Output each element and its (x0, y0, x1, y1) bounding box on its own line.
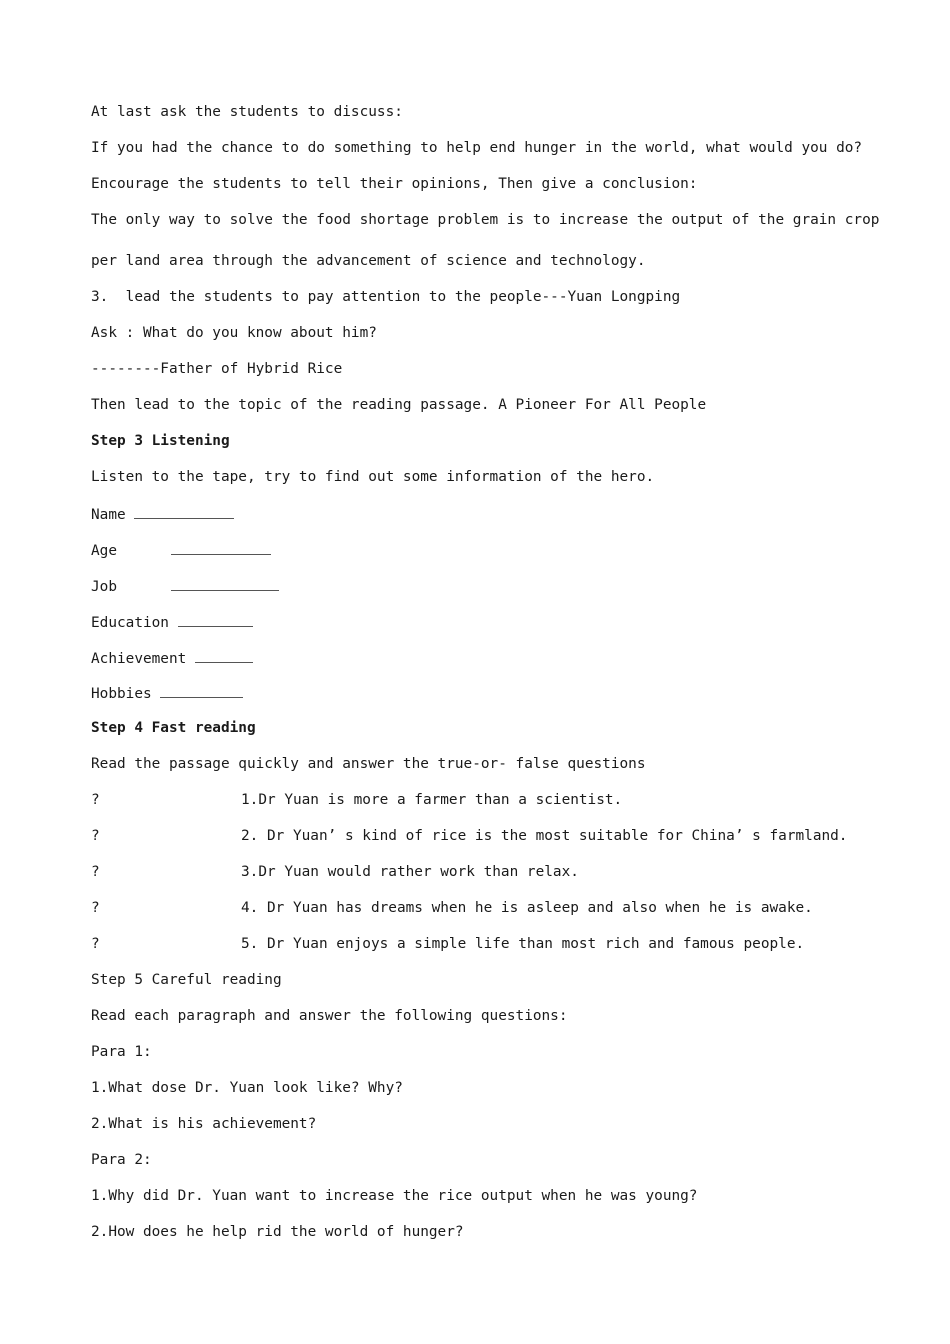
tf-question-text: 3.Dr Yuan would rather work than relax. (241, 864, 579, 880)
intro-line-5: per land area through the advancement of science and technology. (91, 253, 646, 269)
tf-mark: ? (91, 828, 100, 844)
field-hobbies-blank[interactable] (160, 683, 243, 698)
intro-line-6: 3. lead the students to pay attention to the people---Yuan Longping (91, 289, 681, 305)
field-achievement (91, 648, 253, 668)
tf-question-text: 5. Dr Yuan enjoys a simple life than most rich and famous people. (241, 936, 805, 952)
intro-line-9: Then lead to the topic of the reading passage. A Pioneer For All People (91, 397, 707, 413)
field-name-blank[interactable] (134, 504, 234, 519)
intro-line-8: --------Father of Hybrid Rice (91, 361, 343, 377)
para2-label: Para 2: (91, 1152, 152, 1168)
step3-heading: Step 3 Listening (91, 433, 230, 449)
field-job (91, 576, 279, 596)
tf-question-text: 4. Dr Yuan has dreams when he is asleep and also when he is awake. (241, 900, 813, 916)
field-hobbies (91, 683, 243, 703)
tf-question-5 (91, 935, 804, 953)
intro-line-7: Ask : What do you know about him? (91, 325, 377, 341)
tf-question-2 (91, 827, 847, 845)
field-job-blank[interactable] (171, 576, 279, 591)
para2-question-1: 1.Why did Dr. Yuan want to increase the rice output when he was young? (91, 1188, 698, 1204)
field-education (91, 612, 253, 632)
step4-instruction: Read the passage quickly and answer the true-or- false questions (91, 756, 646, 772)
para1-question-2: 2.What is his achievement? (91, 1116, 317, 1132)
field-age-blank[interactable] (171, 540, 271, 555)
tf-mark: ? (91, 792, 100, 808)
field-hobbies-label: Hobbies (91, 686, 152, 702)
step3-instruction: Listen to the tape, try to find out some information of the hero. (91, 469, 655, 485)
field-job-label: Job (91, 579, 117, 595)
step5-heading: Step 5 Careful reading (91, 972, 282, 988)
intro-line-1: At last ask the students to discuss: (91, 104, 403, 120)
para2-question-2: 2.How does he help rid the world of hunger? (91, 1224, 464, 1240)
para1-label: Para 1: (91, 1044, 152, 1060)
field-age-label: Age (91, 543, 117, 559)
intro-line-4: The only way to solve the food shortage problem is to increase the output of the grain crop (91, 212, 880, 228)
field-education-label: Education (91, 615, 169, 631)
intro-line-3: Encourage the students to tell their opinions, Then give a conclusion: (91, 176, 698, 192)
tf-mark: ? (91, 900, 100, 916)
tf-question-3 (91, 863, 579, 881)
tf-question-text: 1.Dr Yuan is more a farmer than a scientist. (241, 792, 623, 808)
tf-question-1 (91, 791, 622, 809)
para1-question-1: 1.What dose Dr. Yuan look like? Why? (91, 1080, 403, 1096)
tf-question-4 (91, 899, 813, 917)
step5-instruction: Read each paragraph and answer the following questions: (91, 1008, 568, 1024)
tf-question-text: 2. Dr Yuan’ s kind of rice is the most suitable for China’ s farmland. (241, 828, 848, 844)
field-age (91, 540, 271, 560)
field-name (91, 504, 234, 524)
field-name-label: Name (91, 507, 126, 523)
field-education-blank[interactable] (178, 612, 253, 627)
intro-line-2: If you had the chance to do something to help end hunger in the world, what would you do? (91, 140, 863, 156)
tf-mark: ? (91, 936, 100, 952)
field-achievement-blank[interactable] (195, 648, 253, 663)
field-achievement-label: Achievement (91, 651, 187, 667)
tf-mark: ? (91, 864, 100, 880)
step4-heading: Step 4 Fast reading (91, 720, 256, 736)
